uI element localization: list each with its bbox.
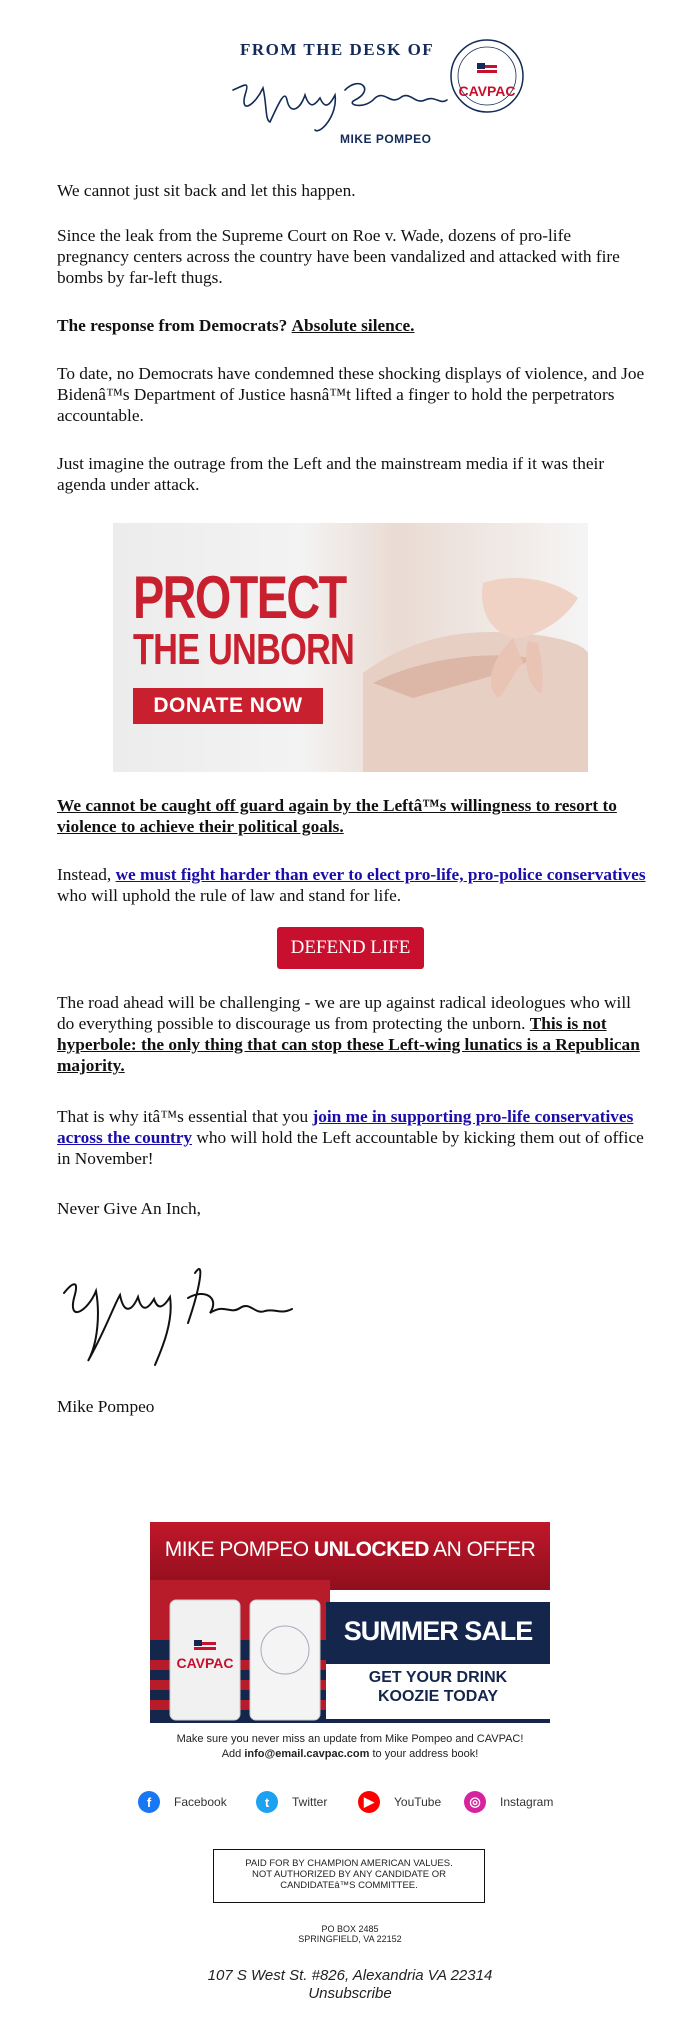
seal-text: CAVPAC <box>458 83 516 99</box>
koozie-offer-line-1: GET YOUR DRINK <box>368 1669 508 1686</box>
signed-name <box>57 1396 647 1417</box>
facebook-link[interactable] <box>138 1790 227 1814</box>
paragraph-3-underlined: Absolute silence. <box>291 316 415 335</box>
paragraph-3-bold: The response from Democrats? <box>57 316 288 335</box>
footer-address-book-line <box>0 1748 700 1760</box>
koozie-cans-image <box>150 1580 330 1723</box>
koozie-offer <box>326 1668 550 1712</box>
footer-update-line: Make sure you never miss an update from Mike Pompeo and CAVPAC! <box>176 1733 524 1745</box>
paragraph-7 <box>57 864 647 906</box>
footer-email[interactable]: info@email.cavpac.com <box>244 1748 370 1760</box>
youtube-icon: ▶ <box>358 1791 380 1813</box>
paid-line-2: NOT AUTHORIZED BY ANY CANDIDATE OR <box>251 1869 447 1880</box>
promo-headline <box>150 1538 550 1562</box>
paragraph-6-text: We cannot be caught off guard again by the Leftâ™s willingness to resort to violence to achieve their political goals. <box>57 796 617 836</box>
instagram-icon: ◎ <box>464 1791 486 1813</box>
support-conservatives-link[interactable]: join me in supporting pro-life conservatives across the country <box>57 1107 634 1147</box>
paid-line-1: PAID FOR BY CHAMPION AMERICAN VALUES. <box>245 1858 453 1869</box>
hero-headline-2: THE UNBORN <box>133 625 354 674</box>
defend-life-button[interactable]: DEFEND LIFE <box>277 927 424 969</box>
promo-headline-3: AN OFFER <box>433 1538 536 1561</box>
closing-line <box>57 1198 647 1219</box>
facebook-label: Facebook <box>174 1795 227 1809</box>
paragraph-9-suffix: who will hold the Left accountable by kicking them out of office in November! <box>57 1128 644 1168</box>
can-logo: CAVPAC <box>176 1655 234 1671</box>
summer-sale-title: SUMMER SALE <box>343 1616 533 1646</box>
from-the-desk-label: FROM THE DESK OF <box>240 40 435 59</box>
paid-for-disclaimer <box>213 1849 485 1903</box>
twitter-label: Twitter <box>292 1795 328 1809</box>
hands-image <box>363 523 588 772</box>
paragraph-9-prefix: That is why itâ™s essential that you <box>57 1107 309 1126</box>
paid-line-3: CANDIDATEâ™S COMMITTEE. <box>280 1880 418 1891</box>
hero-headline-1: PROTECT <box>133 564 346 631</box>
seal-ring-icon <box>448 37 526 115</box>
promo-headline-1: MIKE POMPEO <box>164 1538 309 1561</box>
address-book-prefix: Add <box>221 1748 242 1760</box>
paragraph-5-text: Just imagine the outrage from the Left and the mainstream media if it was their agenda under attack. <box>57 454 605 494</box>
cavpac-seal <box>448 37 526 115</box>
instagram-link[interactable] <box>464 1790 553 1814</box>
youtube-link[interactable] <box>358 1790 441 1814</box>
paragraph-4 <box>57 363 647 426</box>
closing-text: Never Give An Inch, <box>57 1199 201 1218</box>
address-book-suffix: to your address book! <box>372 1748 479 1760</box>
social-links <box>138 1790 578 1814</box>
promo-headline-2: UNLOCKED <box>313 1538 429 1561</box>
instagram-label: Instagram <box>500 1795 554 1809</box>
protect-the-unborn-banner[interactable] <box>113 523 588 772</box>
po-box: PO BOX 2485 <box>321 1924 379 1934</box>
youtube-label: YouTube <box>394 1795 442 1809</box>
paragraph-6 <box>57 795 647 837</box>
paragraph-1 <box>57 180 647 201</box>
paragraph-8-bold: This is not hyperbole: the only thing that can stop these Left-wing lunatics is a Republican majority. <box>57 1014 640 1075</box>
paragraph-2-text: Since the leak from the Supreme Court on Roe v. Wade, dozens of pro-life pregnancy centers across the country have been vandalized and attacked with fire bombs by far-left thugs. <box>57 226 620 287</box>
koozie-offer-line-2: KOOZIE TODAY <box>377 1688 499 1705</box>
paragraph-5 <box>57 453 647 495</box>
header-name: MIKE POMPEO <box>340 132 432 146</box>
elect-conservatives-link[interactable]: we must fight harder than ever to elect pro-life, pro-police conservatives <box>115 865 646 884</box>
unsubscribe-link[interactable]: Unsubscribe <box>308 1985 392 2002</box>
paragraph-2 <box>57 225 647 288</box>
paragraph-7-suffix: who will uphold the rule of law and stand for life. <box>57 886 402 905</box>
paragraph-8 <box>57 992 647 1076</box>
po-city: SPRINGFIELD, VA 22152 <box>298 1934 402 1944</box>
twitter-link[interactable] <box>256 1790 327 1814</box>
signature-image <box>60 1253 300 1373</box>
letterhead <box>225 30 525 170</box>
summer-sale-promo[interactable] <box>150 1522 550 1723</box>
paragraph-8-text: The road ahead will be challenging - we are up against radical ideologues who will do everything possible to discourage us from protecting the unborn. <box>57 993 631 1033</box>
paragraph-3 <box>57 315 647 336</box>
paragraph-1-text: We cannot just sit back and let this happen. <box>57 181 356 200</box>
signed-name-text: Mike Pompeo <box>57 1397 155 1416</box>
paragraph-7-prefix: Instead, <box>57 865 112 884</box>
street-address: 107 S West St. #826, Alexandria VA 22314 <box>207 1967 493 1984</box>
twitter-icon: t <box>256 1791 278 1813</box>
facebook-icon: f <box>138 1791 160 1813</box>
paragraph-4-text: To date, no Democrats have condemned these shocking displays of violence, and Joe Bidenâ™s Department of Justice hasnâ™t lifted a finger to hold the perpetrators accountable. <box>57 364 645 425</box>
donate-now-button[interactable]: DONATE NOW <box>133 688 323 724</box>
paragraph-9 <box>57 1106 647 1169</box>
